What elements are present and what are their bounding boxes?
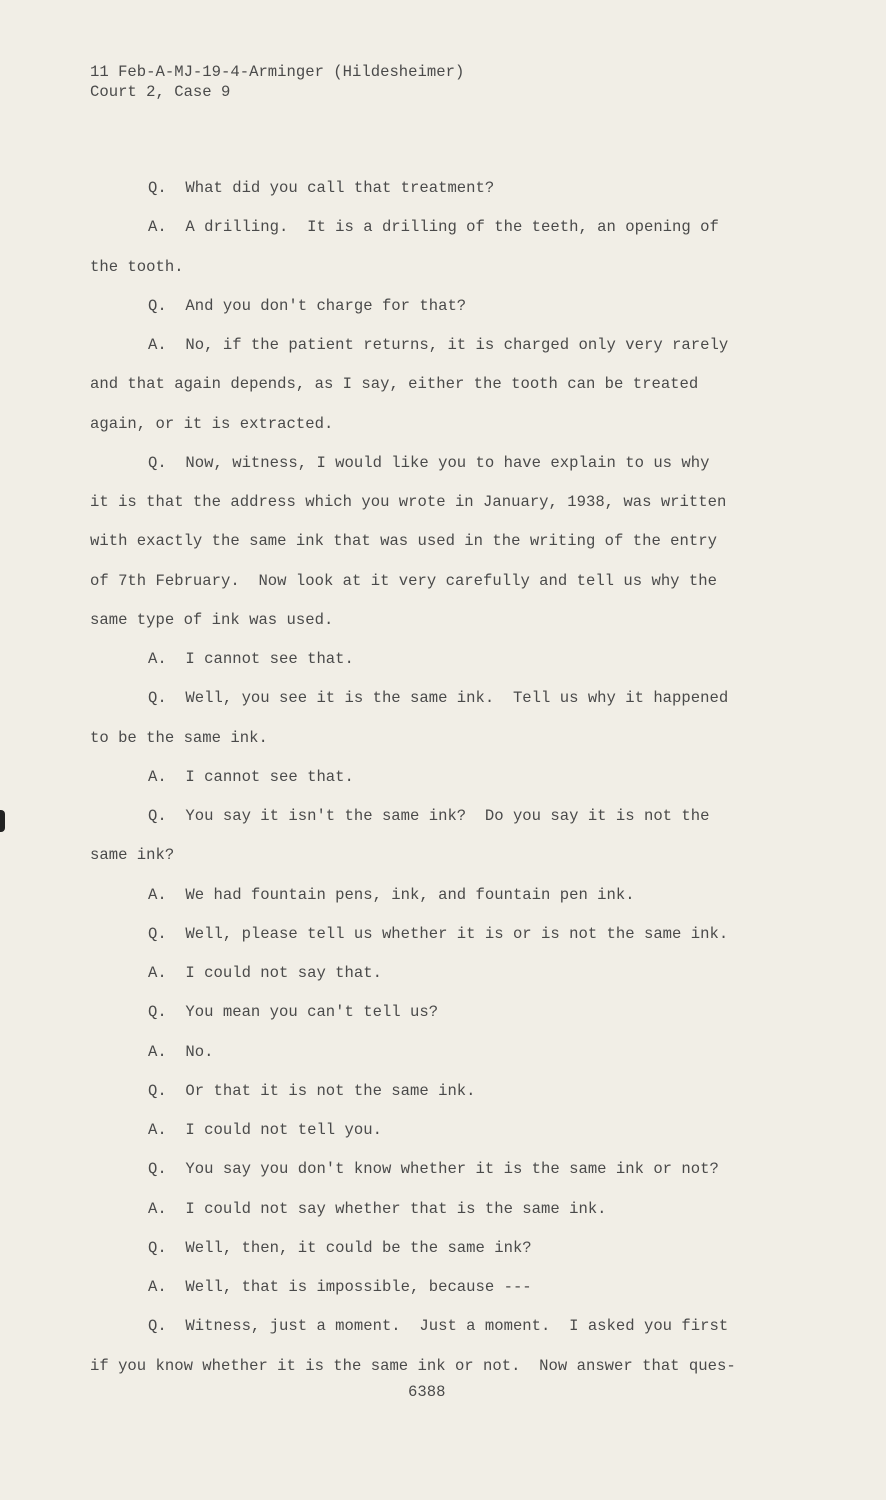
transcript-line: Q. What did you call that treatment? (148, 179, 495, 197)
transcript-line: Q. You say you don't know whether it is the same ink or not? (148, 1160, 719, 1179)
transcript-line: A. Well, that is impossible, because --- (148, 1278, 532, 1296)
binding-mark (0, 810, 5, 832)
transcript-line: Q. Well, you see it is the same ink. Tell us why it happened (148, 689, 729, 708)
header-line-2: Court 2, Case 9 (90, 83, 231, 101)
transcript-line: A. I cannot see that. (148, 650, 354, 668)
transcript-line: same ink? (90, 846, 175, 865)
transcript-line: it is that the address which you wrote in January, 1938, was written (90, 493, 727, 511)
transcript-body (90, 176, 810, 1393)
page-number: 6388 (408, 1383, 446, 1401)
transcript-line: Q. Or that it is not the same ink. (148, 1081, 476, 1100)
transcript-line: Q. You mean you can't tell us? (148, 1003, 439, 1022)
transcript-line: Q. You say it isn't the same ink? Do you say it is not the (148, 807, 710, 825)
transcript-line: Q. Well, please tell us whether it is or is not the same ink. (148, 924, 729, 943)
transcript-line: A. We had fountain pens, ink, and fountain pen ink. (148, 885, 635, 904)
transcript-line: A. I could not tell you. (148, 1121, 382, 1139)
transcript-line: Q. Well, then, it could be the same ink? (148, 1238, 532, 1257)
transcript-line: again, or it is extracted. (90, 414, 334, 433)
transcript-line: of 7th February. Now look at it very carefully and tell us why the (90, 571, 717, 590)
transcript-line: A. I cannot see that. (148, 767, 354, 786)
transcript-line: the tooth. (90, 257, 184, 276)
transcript-line: A. No, if the patient returns, it is charged only very rarely (148, 336, 729, 354)
transcript-line: to be the same ink. (90, 728, 268, 747)
transcript-line: A. I could not say whether that is the same ink. (148, 1199, 607, 1218)
transcript-line: Q. And you don't charge for that? (148, 296, 467, 315)
transcript-line: A. I could not say that. (148, 964, 382, 982)
transcript-line: if you know whether it is the same ink or not. Now answer that ques- (90, 1356, 736, 1375)
transcript-line: A. No. (148, 1042, 214, 1061)
document-header (90, 62, 464, 102)
transcript-line: with exactly the same ink that was used in the writing of the entry (90, 532, 717, 551)
transcript-line: Q. Witness, just a moment. Just a moment. I asked you first (148, 1317, 729, 1336)
transcript-line: and that again depends, as I say, either the tooth can be treated (90, 375, 699, 394)
transcript-line: Q. Now, witness, I would like you to have explain to us why (148, 453, 710, 472)
transcript-line: A. A drilling. It is a drilling of the teeth, an opening of (148, 218, 719, 237)
transcript-line: same type of ink was used. (90, 610, 334, 629)
header-line-1: 11 Feb-A-MJ-19-4-Arminger (Hildesheimer) (90, 63, 465, 81)
